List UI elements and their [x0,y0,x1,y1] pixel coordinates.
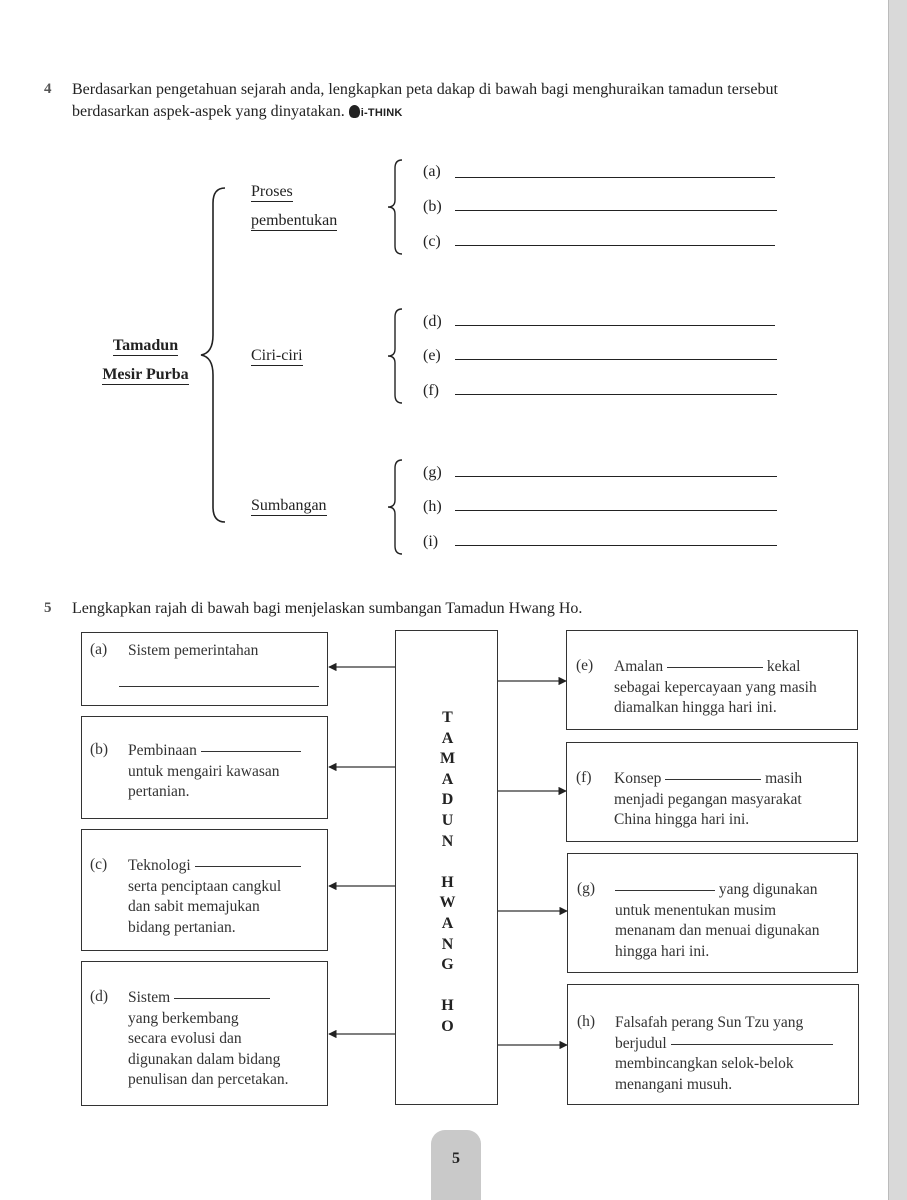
q5-number: 5 [44,600,52,616]
group-label-proses: Proses [251,183,293,200]
item-e: (e) [423,347,441,364]
fill-b[interactable] [201,750,301,752]
answer-line-a[interactable] [455,177,775,178]
q4-text-line1: Berdasarkan pengetahuan sejarah anda, lengkapkan peta dakap di bawah bagi menghuraikan tamadun tersebut [72,81,778,98]
center-title-letter: A [441,915,454,932]
box-f: (f) Konsep masih menjadi pegangan masyarakat China hingga hari ini. [566,742,858,842]
fill-c[interactable] [195,865,301,867]
center-line1: Tamadun [112,337,179,354]
box-g: (g) yang digunakan untuk menentukan musim menanam dan menuai digunakan hingga hari ini. [567,853,858,973]
page-edge [888,0,907,1200]
fill-h[interactable] [671,1043,833,1045]
center-title-letter: N [441,832,454,850]
q4-text-line2: berdasarkan aspek-aspek yang dinyatakan. i-THINK [72,103,403,120]
group-label-sumbangan: Sumbangan [251,497,327,514]
answer-line-f[interactable] [455,394,777,395]
box-b: (b) Pembinaan untuk mengairi kawasan pertanian. [81,716,328,819]
center-title-letter: A [441,729,454,747]
item-d: (d) [423,313,442,330]
brace-3 [385,458,407,556]
center-title-letter: U [441,812,454,829]
center-line2: Mesir Purba [102,366,189,383]
group-label-pembentukan: pembentukan [251,212,338,229]
center-title-letter: H [441,873,454,891]
box-d: (d) Sistem yang berkembang secara evolusi dan digunakan dalam bidang penulisan dan percetakan. [81,961,328,1106]
q5-text: Lengkapkan rajah di bawah bagi menjelaskan sumbangan Tamadun Hwang Ho. [72,600,583,617]
item-a: (a) [423,163,441,180]
center-title-letter: W [439,894,456,912]
q4-text [72,79,872,124]
item-b: (b) [423,198,442,215]
answer-line-b[interactable] [455,210,777,211]
item-g: (g) [423,464,442,481]
box-a: (a) Sistem pemerintahan [81,632,328,706]
page-number: 5 [452,1150,460,1167]
center-title-letter: T [442,709,453,726]
center-title-letter: O [441,1018,454,1035]
item-i: (i) [423,533,439,550]
answer-line-i[interactable] [455,545,777,546]
item-c: (c) [423,233,441,250]
item-h: (h) [423,498,442,515]
box-h: (h) Falsafah perang Sun Tzu yang berjudul membincangkan selok-belok menangani musuh. [567,984,859,1105]
answer-line-e[interactable] [455,359,777,360]
answer-line-h[interactable] [455,510,777,511]
brace-2 [385,307,407,405]
q4-number: 4 [44,81,52,97]
answer-line-c[interactable] [455,245,775,246]
lightbulb-icon [349,105,360,118]
center-title-letter: A [441,770,454,788]
item-f: (f) [423,382,439,399]
fill-a[interactable] [119,685,319,687]
box-c: (c) Teknologi serta penciptaan cangkul dan sabit memajukan bidang pertanian. [81,829,328,951]
center-title-letter: N [441,935,454,953]
group-label-ciri: Ciri-ciri [251,347,303,364]
fill-e[interactable] [667,666,763,668]
center-node [93,337,198,355]
center-title-letter: D [441,791,454,809]
main-brace [195,185,235,525]
box-e: (e) Amalan kekal sebagai kepercayaan yang masih diamalkan hingga hari ini. [566,630,858,730]
answer-line-g[interactable] [455,476,777,477]
center-title-letter: G [441,956,454,974]
fill-g[interactable] [615,889,715,891]
center-title-letter: M [439,750,456,768]
fill-d[interactable] [174,997,270,999]
ithink-logo: i-THINK [349,107,403,119]
center-title-box [395,630,498,1105]
brace-1 [385,158,407,256]
center-node-2 [88,366,203,384]
fill-f[interactable] [665,778,761,780]
center-title-letter: H [441,997,454,1015]
answer-line-d[interactable] [455,325,775,326]
